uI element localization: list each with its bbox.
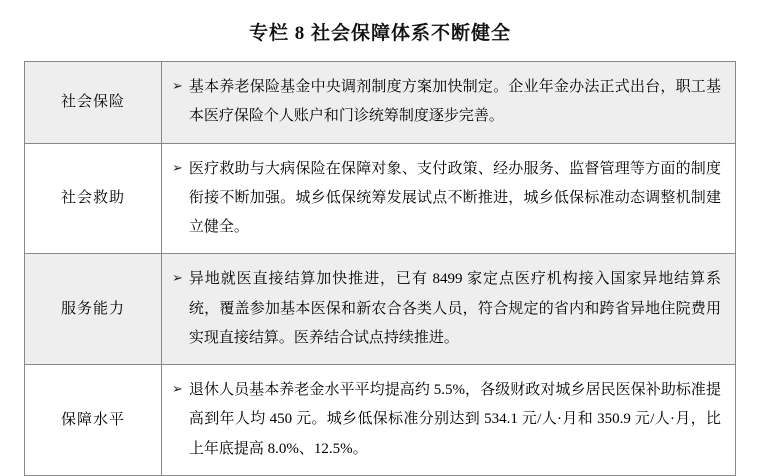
row-content <box>162 365 736 475</box>
row-text: 医疗救助与大病保险在保障对象、支付政策、经办服务、监督管理等方面的制度衔接不断加强。城乡低保统筹发展试点不断推进，城乡低保标准动态调整机制建立健全。 <box>188 160 721 235</box>
row-label: 服务能力 <box>25 254 162 365</box>
page-title: 专栏 8 社会保障体系不断健全 <box>248 23 511 44</box>
row-content <box>162 254 736 365</box>
arrow-bullet-icon: ➢ <box>172 270 183 286</box>
row-content <box>162 62 736 143</box>
feature-box <box>24 61 736 476</box>
table-row <box>25 62 735 143</box>
arrow-bullet-icon: ➢ <box>172 78 183 93</box>
row-content <box>162 143 736 254</box>
table-row <box>25 143 735 254</box>
table-row <box>25 254 735 365</box>
row-label: 社会救助 <box>25 143 162 254</box>
feature-table <box>25 62 735 475</box>
table-row <box>25 365 735 475</box>
arrow-bullet-icon: ➢ <box>172 159 183 175</box>
row-text: 基本养老保险基金中央调剂制度方案加快制定。企业年金办法正式出台，职工基本医疗保险个人账户和门诊统筹制度逐步完善。 <box>188 79 721 125</box>
row-text: 退休人员基本养老金水平平均提高约 5.5%，各级财政对城乡居民医保补助标准提高到年人均 450 元。城乡低保标准分别达到 534.1 元/人·月和 350.9 元/人·月，比上年底提高 8.0%、12.5%。 <box>188 382 721 457</box>
row-text: 异地就医直接结算加快推进，已有 8499 家定点医疗机构接入国家异地结算系统，覆盖参加基本医保和新农合各类人员，符合规定的省内和跨省异地住院费用实现直接结算。医养结合试点持续推进。 <box>188 271 721 346</box>
row-label: 社会保险 <box>25 62 162 143</box>
row-label: 保障水平 <box>25 365 162 475</box>
arrow-bullet-icon: ➢ <box>172 381 183 396</box>
